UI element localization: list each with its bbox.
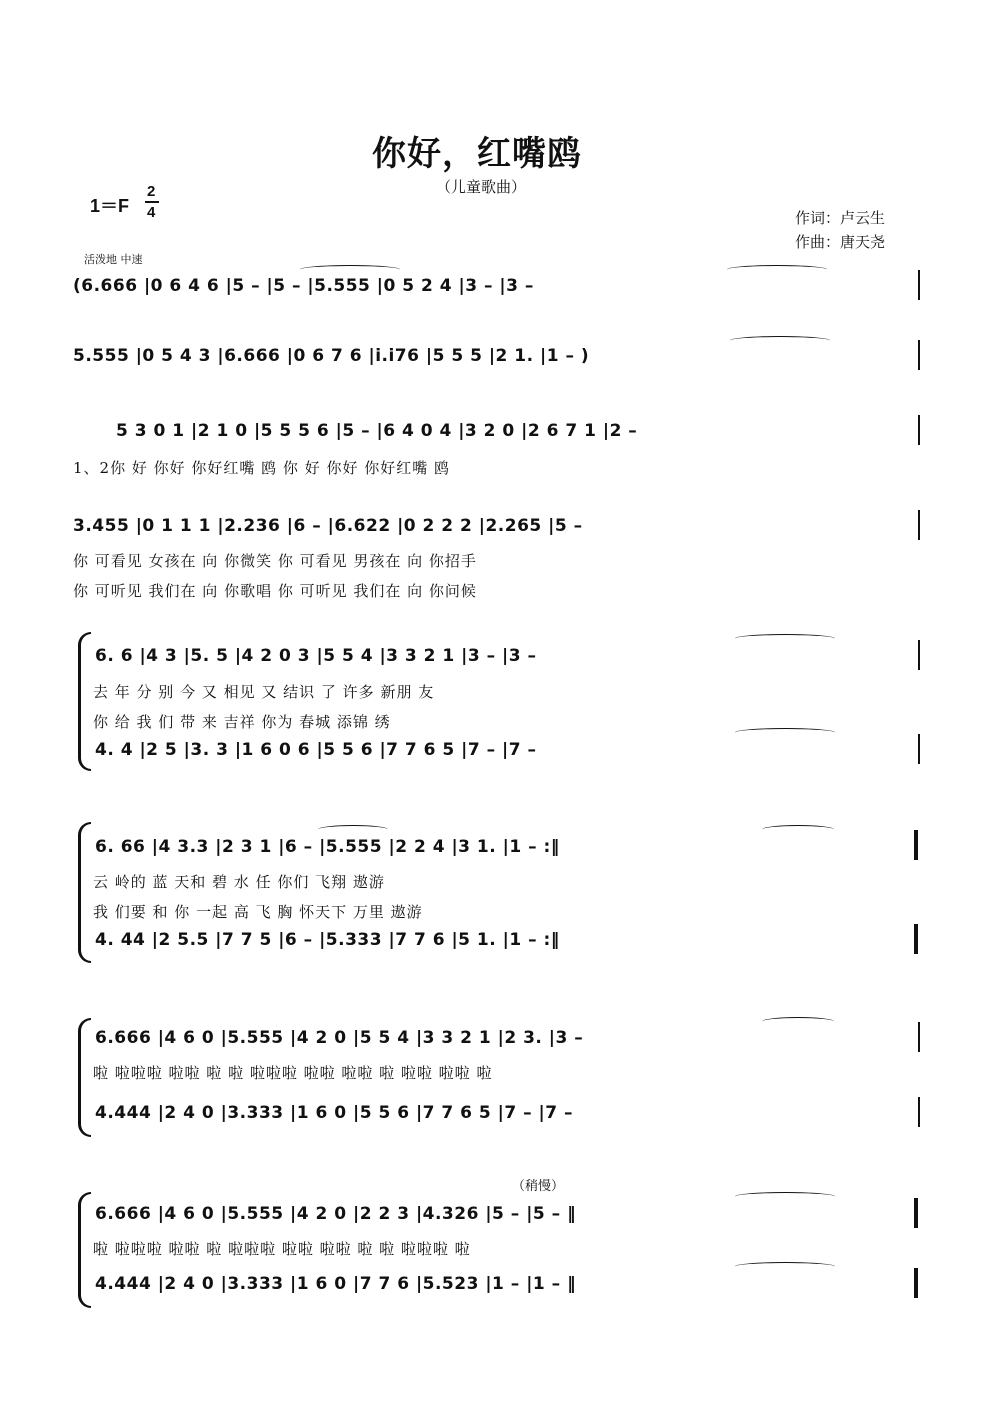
lyric-line: 去 年 分 别 今 又 相见 又 结识 了 许多 新朋 友 bbox=[93, 683, 435, 701]
tie-mark bbox=[730, 336, 830, 345]
final-barline bbox=[914, 1268, 918, 1298]
repeat-barline bbox=[914, 830, 918, 860]
barline bbox=[918, 1022, 920, 1052]
tie-mark bbox=[762, 825, 834, 834]
system-brace bbox=[78, 1192, 91, 1308]
lyric-line: 啦 啦啦啦 啦啦 啦 啦啦啦 啦啦 啦啦 啦 啦 啦啦啦 啦 bbox=[93, 1240, 471, 1258]
lyric-line: 云 岭的 蓝 天和 碧 水 任 你们 飞翔 遨游 bbox=[93, 873, 385, 891]
barline bbox=[918, 734, 920, 764]
lyric-line: 1、2你 好 你好 你好红嘴 鸥 你 好 你好 你好红嘴 鸥 bbox=[73, 459, 451, 477]
key-signature: 1＝F bbox=[90, 196, 130, 216]
lyric-line: 你 可听见 我们在 向 你歌唱 你 可听见 我们在 向 你问候 bbox=[73, 582, 477, 600]
tempo-marking: 活泼地 中速 bbox=[84, 253, 143, 266]
system-brace bbox=[78, 1018, 91, 1137]
tie-mark bbox=[735, 728, 835, 737]
song-title: 你好，红嘴鸥 bbox=[372, 134, 582, 174]
tie-mark bbox=[735, 634, 835, 643]
barline bbox=[918, 340, 920, 370]
tie-mark bbox=[300, 265, 400, 274]
tie-mark bbox=[762, 1017, 834, 1026]
barline bbox=[918, 510, 920, 540]
song-subtitle: （儿童歌曲） bbox=[436, 178, 527, 196]
notation-alto: 4.444 |2 4 0 |3.333 |1 6 0 |7 7 6 |5.523 |1 – |1 – ‖ bbox=[95, 1274, 577, 1294]
lyric-line: 啦 啦啦啦 啦啦 啦 啦 啦啦啦 啦啦 啦啦 啦 啦啦 啦啦 啦 bbox=[93, 1064, 493, 1082]
tie-mark bbox=[735, 1192, 835, 1201]
lyric-line: 你 可看见 女孩在 向 你微笑 你 可看见 男孩在 向 你招手 bbox=[73, 552, 477, 570]
time-signature-top: 2 bbox=[147, 183, 156, 200]
barline bbox=[918, 415, 920, 445]
barline bbox=[918, 640, 920, 670]
barline bbox=[918, 1097, 920, 1127]
lyricist-credit: 作词：卢云生 bbox=[795, 209, 886, 227]
tie-mark bbox=[727, 265, 827, 274]
repeat-barline bbox=[914, 924, 918, 954]
notation-soprano: 6. 66 |4 3.3 |2 3 1 |6 – |5.555 |2 2 4 |3 1. |1 – :‖ bbox=[95, 837, 560, 857]
notation-alto: 4.444 |2 4 0 |3.333 |1 6 0 |5 5 6 |7 7 6 5 |7 – |7 – bbox=[95, 1103, 573, 1123]
notation-row-2: 5.555 |0 5 4 3 |6.666 |0 6 7 6 |i.i76 |5 5 5 |2 1. |1 – ) bbox=[73, 346, 590, 366]
notation-soprano: 6.666 |4 6 0 |5.555 |4 2 0 |5 5 4 |3 3 2 1 |2 3. |3 – bbox=[95, 1028, 584, 1048]
time-signature-bottom: 4 bbox=[147, 204, 156, 221]
notation-row-3: 5 3 0 1 |2 1 0 |5 5 5 6 |5 – |6 4 0 4 |3 2 0 |2 6 7 1 |2 – bbox=[116, 421, 638, 441]
notation-alto: 4. 4 |2 5 |3. 3 |1 6 0 6 |5 5 6 |7 7 6 5 |7 – |7 – bbox=[95, 740, 537, 760]
system-brace bbox=[78, 822, 91, 963]
slur-mark bbox=[318, 825, 388, 834]
time-signature-line bbox=[145, 201, 159, 203]
notation-soprano: 6.666 |4 6 0 |5.555 |4 2 0 |2 2 3 |4.326 |5 – |5 – ‖ bbox=[95, 1204, 577, 1224]
notation-row-4: 3.455 |0 1 1 1 |2.236 |6 – |6.622 |0 2 2 2 |2.265 |5 – bbox=[73, 516, 583, 536]
system-brace bbox=[78, 632, 91, 771]
rit-marking: （稍慢） bbox=[512, 1179, 565, 1194]
notation-alto: 4. 44 |2 5.5 |7 7 5 |6 – |5.333 |7 7 6 |5 1. |1 – :‖ bbox=[95, 930, 560, 950]
lyric-line: 你 给 我 们 带 来 吉祥 你为 春城 添锦 绣 bbox=[93, 713, 391, 731]
composer-credit: 作曲：唐天尧 bbox=[795, 233, 886, 251]
tie-mark bbox=[735, 1262, 835, 1271]
notation-soprano: 6. 6 |4 3 |5. 5 |4 2 0 3 |5 5 4 |3 3 2 1 |3 – |3 – bbox=[95, 646, 537, 666]
barline bbox=[918, 270, 920, 300]
notation-row-1: (6.666 |0 6 4 6 |5 – |5 – |5.555 |0 5 2 4 |3 – |3 – bbox=[73, 276, 534, 296]
final-barline bbox=[914, 1198, 918, 1228]
lyric-line: 我 们要 和 你 一起 高 飞 胸 怀天下 万里 遨游 bbox=[93, 903, 423, 921]
